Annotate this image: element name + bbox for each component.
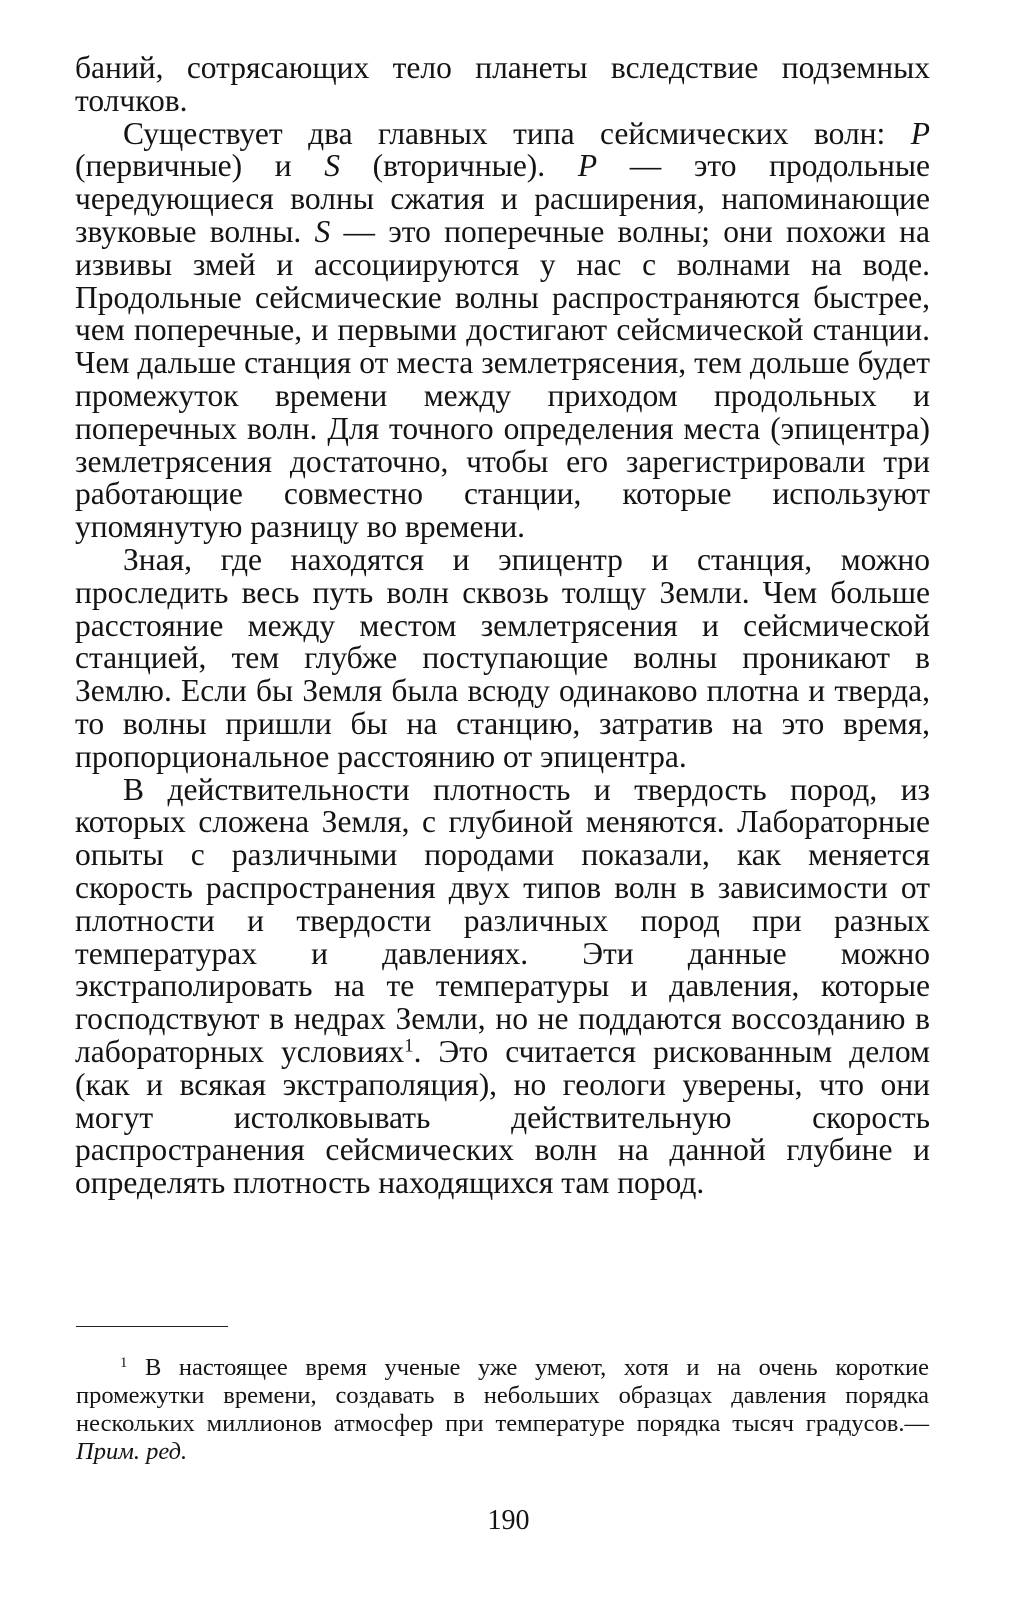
s-wave-symbol: S xyxy=(324,148,341,184)
paragraph-text: . Это считается рискованным делом (как и всякая экстраполяция), но геологи уверены, что они могут истолковывать действительную скорость распространения сейсмических волн на данной глубине и определять плотность находящихся там пород. xyxy=(75,1033,930,1201)
paragraph-text: — это продольные чередующиеся волны сжатия и расширения, напоминающие звуковые волны. xyxy=(75,148,930,249)
paragraph-text: В действительности плотность и твердость пород, из которых сложена Земля, с глубиной меняются. Лабораторные опыты с различными породами показали, как меняется скорость распространения двух типов волн в зависимости от плотности и твердости различных пород при разных температурах и давлениях. Эти данные можно экстраполировать на те температуры и давления, которые господствуют в недрах Земли, но не поддаются воссозданию в лабораторных условиях xyxy=(75,771,930,1069)
footnote-divider xyxy=(76,1326,228,1327)
paragraph-seismic-wave-types xyxy=(75,115,930,545)
body-text xyxy=(75,52,930,1200)
editor-note: Прим. ред. xyxy=(76,1438,188,1465)
continuation-text: баний, сотрясающих тело планеты вследствие подземных толчков. xyxy=(75,50,930,118)
footnote-reference[interactable]: 1 xyxy=(404,1035,414,1057)
footnote-paragraph xyxy=(76,1354,929,1466)
footnote-text: В настоящее время ученые уже умеют, хотя и на очень короткие промежутки времени, создавать в небольших образцах давления порядка нескольких миллионов атмосфер при температуре порядка тысяч градусов.— xyxy=(76,1354,929,1437)
paragraph-text: Существует два главных типа сейсмических волн: xyxy=(123,115,911,151)
footnote-mark: 1 xyxy=(120,1354,128,1371)
paragraph-text: — это поперечные волны; они похожи на извивы змей и ассоциируются у нас с волнами на воде. Продольные сейсмические волны распространяются быстрее, чем поперечные, и первыми достигают сейсмической станции. Чем дальше станция от места землетрясения, тем дольше будет промежуток времени между приходом продольных и поперечных волн. Для точного определения места (эпицентра) землетрясения достаточно, чтобы его зарегистрировали три работающие совместно станции, которые используют упомянутую разницу во времени. xyxy=(75,213,930,545)
paragraph-continuation xyxy=(75,52,930,118)
s-wave-symbol: S xyxy=(314,213,331,249)
paragraph-text: Зная, где находятся и эпицентр и станция, можно проследить весь путь волн сквозь толщу Земли. Чем больше расстояние между местом землетрясения и сейсмической станцией, тем глубже поступающие волны проникают в Землю. Если бы Земля была всюду одинаково плотна и тверда, то волны пришли бы на станцию, затратив на это время, пропорциональное расстоянию от эпицентра. xyxy=(75,541,930,774)
page-number: 190 xyxy=(487,1505,530,1536)
p-wave-symbol: P xyxy=(910,115,930,151)
p-wave-symbol: P xyxy=(577,148,598,184)
paragraph-text: (первичные) и xyxy=(75,148,325,184)
footnote xyxy=(76,1354,929,1466)
paragraph-wave-path xyxy=(75,541,930,774)
paragraph-rock-density xyxy=(75,771,930,1201)
paragraph-text: (вторичные). xyxy=(340,148,578,184)
